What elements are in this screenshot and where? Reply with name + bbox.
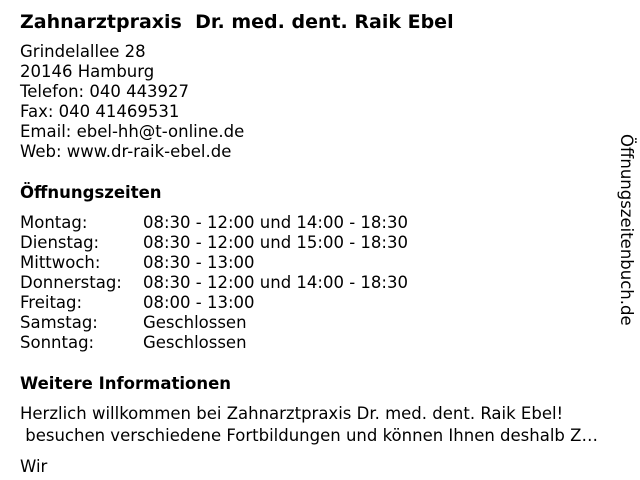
time-value: 08:00 - 13:00	[143, 293, 255, 312]
day-label: Mittwoch:	[20, 253, 101, 272]
paragraph-spacer	[20, 447, 630, 456]
fax-number: Fax: 040 41469531	[20, 102, 180, 121]
watermark-side	[612, 134, 640, 364]
practice-card	[20, 0, 620, 480]
time-value: 08:30 - 12:00 und 14:00 - 18:30	[143, 213, 408, 232]
day-label: Montag:	[20, 213, 88, 232]
further-info-heading: Weitere Informationen	[20, 374, 232, 393]
city-address: 20146 Hamburg	[20, 62, 155, 81]
info-line: Herzlich willkommen bei Zahnarztpraxis Dr. med. dent. Raik Ebel!	[20, 404, 564, 423]
hours-row-saturday	[20, 313, 540, 333]
phone-number: Telefon: 040 443927	[20, 82, 190, 101]
practice-title: Zahnarztpraxis Dr. med. dent. Raik Ebel	[20, 11, 454, 33]
hours-row-wednesday	[20, 253, 540, 273]
hours-row-tuesday	[20, 233, 540, 253]
hours-row-thursday	[20, 273, 540, 293]
info-line: besuchen verschiedene Fortbildungen und können Ihnen deshalb Z…	[20, 426, 598, 445]
opening-hours-table	[20, 213, 540, 353]
watermark-text: Öffnungszeitenbuch.de	[617, 134, 636, 326]
street-address: Grindelallee 28	[20, 42, 146, 61]
day-label: Sonntag:	[20, 333, 95, 352]
hours-row-sunday	[20, 333, 540, 353]
day-label: Samstag:	[20, 313, 98, 332]
day-label: Donnerstag:	[20, 273, 122, 292]
time-value: 08:30 - 12:00 und 14:00 - 18:30	[143, 273, 408, 292]
opening-hours-heading: Öffnungszeiten	[20, 183, 162, 202]
contact-block	[20, 42, 244, 162]
website-address: Web: www.dr-raik-ebel.de	[20, 142, 232, 161]
time-value: 08:30 - 13:00	[143, 253, 255, 272]
day-label: Freitag:	[20, 293, 83, 312]
hours-row-friday	[20, 293, 540, 313]
time-value: Geschlossen	[143, 313, 247, 332]
email-address: Email: ebel-hh@t-online.de	[20, 122, 245, 141]
info-line: Wir	[20, 457, 48, 476]
time-value: 08:30 - 12:00 und 15:00 - 18:30	[143, 233, 408, 252]
further-info-text	[20, 403, 630, 478]
time-value: Geschlossen	[143, 333, 247, 352]
hours-row-monday	[20, 213, 540, 233]
day-label: Dienstag:	[20, 233, 100, 252]
